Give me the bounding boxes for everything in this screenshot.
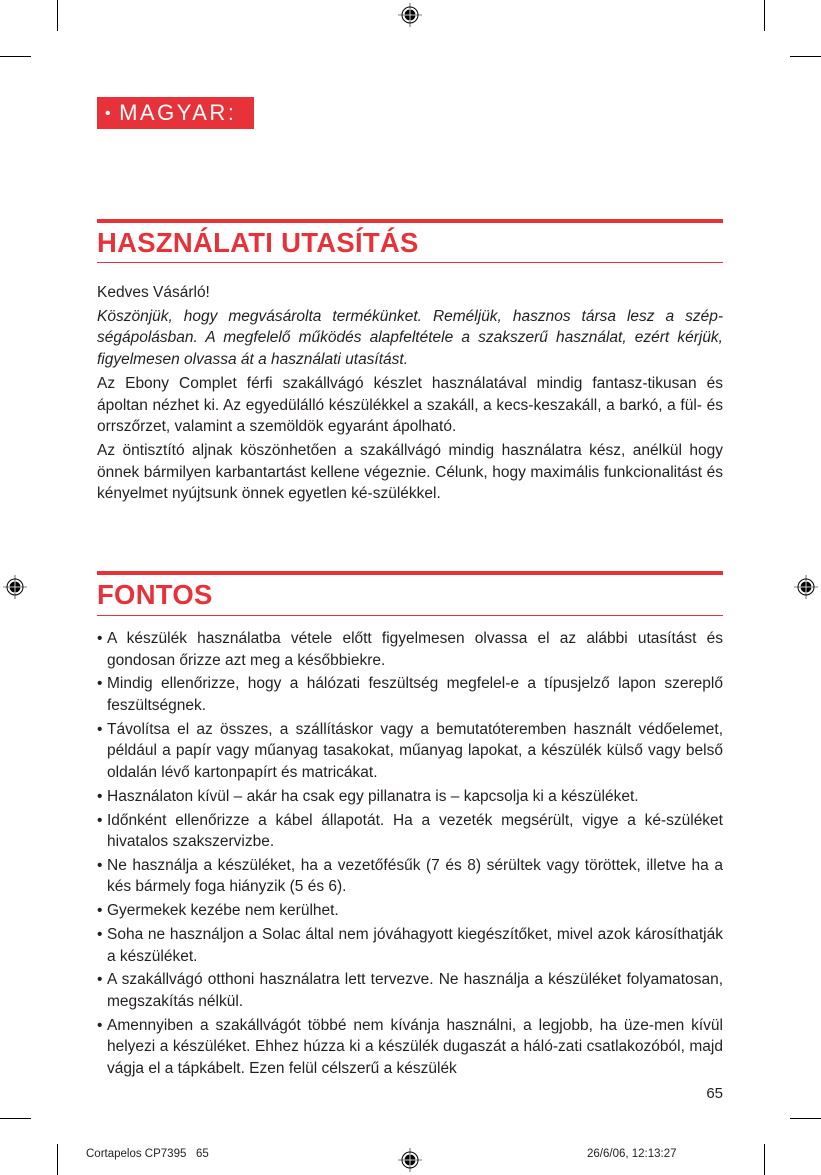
crop-mark [764, 0, 765, 31]
page-number: 65 [706, 1085, 723, 1102]
list-item: • Gyermekek kezébe nem kerülhet. [97, 900, 723, 922]
list-item: • Használaton kívül – akár ha csak egy pillanatra is – kapcsolja ki a készüléket. [97, 786, 723, 808]
crop-mark [790, 1118, 821, 1119]
list-item: • A szakállvágó otthoni használatra lett tervezve. Ne használja a készüléket folyamatosan, megszakítás nélkül. [97, 971, 723, 1010]
list-item: • A készülék használatba vétele előtt figyelmesen olvassa el az alábbi utasítást és gondosan őrizze azt meg a későbbiekre. [97, 630, 723, 669]
bullet-icon: • [97, 787, 103, 805]
section-title-important: FONTOS [97, 579, 213, 610]
section-rule-top [97, 571, 723, 575]
registration-mark-icon [3, 575, 27, 599]
list-item: • Soha ne használjon a Solac által nem jóváhagyott kiegészítőket, mivel azok károsíthatják a készüléket. [97, 926, 723, 965]
bullet-icon: • [97, 630, 103, 647]
intro-paragraph: Köszönjük, hogy megvásárolta termékünket. Reméljük, hasznos társa lesz a szép-ségápolásban. A megfelelő működés alapfeltétele a szakszerű használat, ezért kérjük, figyelmesen olvassa át a használati utasítást. [97, 307, 723, 369]
bullet-icon: • [97, 675, 103, 693]
crop-mark [57, 1144, 58, 1175]
crop-mark [790, 56, 821, 57]
crop-mark [0, 56, 31, 57]
bullet-icon: • [97, 720, 103, 738]
crop-mark [57, 0, 58, 31]
print-slug-file: Cortapelos CP7395 65 [86, 1148, 209, 1160]
registration-mark-icon [398, 1148, 422, 1172]
crop-mark [764, 1144, 765, 1175]
badge-label: MAGYAR: [119, 100, 237, 125]
list-item: • Mindig ellenőrizze, hogy a hálózati feszültség megfelel-e a típusjelző lapon szereplő feszültségnek. [97, 675, 723, 714]
body-paragraph: Az öntisztító aljnak köszönhetően a szakállvágó mindig használatra kész, anélkül hogy önnek bármilyen karbantartást kellene végeznie. Célunk, hogy maximális funkcionalitást és kényelmet nyújtsunk önnek egyetlen ké-szülékkel. [97, 441, 723, 503]
section-rule-bottom [97, 615, 723, 616]
section-rule-top [97, 219, 723, 223]
section-1-body [97, 282, 723, 507]
greeting: Kedves Vásárló! [97, 284, 210, 301]
bullet-icon: • [97, 856, 103, 874]
bullet-icon: • [97, 926, 103, 944]
list-item: • Időnként ellenőrizze a kábel állapotát. Ha a vezeték megsérült, vigye a ké-szüléket hivatalos szakszervizbe. [97, 811, 723, 851]
section-rule-bottom [97, 262, 723, 263]
registration-mark-icon [398, 3, 422, 27]
section-title-instructions: HASZNÁLATI UTASÍTÁS [97, 227, 419, 258]
body-paragraph: Az Ebony Complet férfi szakállvágó készlet használatával mindig fantasz-tikusan és ápoltan nézhet ki. Az egyedülálló készülékkel a szakáll, a kecs-keszakáll, a barkó, a fül- és orrszőrzet, valamint a szemöldök egyaránt ápolható. [97, 374, 723, 436]
bullet-icon: • [97, 1016, 103, 1034]
list-item: • Amennyiben a szakállvágót többé nem kívánja használni, a legjobb, ha üze-men kívül helyezi a készüléket. Ehhez húzza ki a készülék dugaszát a háló-zati csatlakozóból, majd vágja el a tápkábelt. Ezen felül célszerű a készülék [97, 1016, 723, 1077]
badge-bullet: • [105, 105, 114, 122]
print-slug-timestamp: 26/6/06, 12:13:27 [587, 1148, 677, 1160]
bullet-icon: • [97, 971, 103, 989]
important-list [97, 628, 723, 1082]
list-item: • Ne használja a készüléket, ha a vezetőfésűk (7 és 8) sérültek vagy töröttek, illetve ha a kés bármely foga hiányzik (5 és 6). [97, 856, 723, 896]
language-badge [97, 97, 254, 129]
registration-mark-icon [794, 575, 818, 599]
bullet-icon: • [97, 902, 103, 920]
list-item: • Távolítsa el az összes, a szállításkor vagy a bemutatóteremben használt védőelemet, például a papír vagy műanyag tasakokat, műanyag lapokat, a készülék külső vagy belső oldalán lévő kartonpapírt és matricákat. [97, 720, 723, 781]
crop-mark [0, 1118, 31, 1119]
bullet-icon: • [97, 811, 103, 829]
